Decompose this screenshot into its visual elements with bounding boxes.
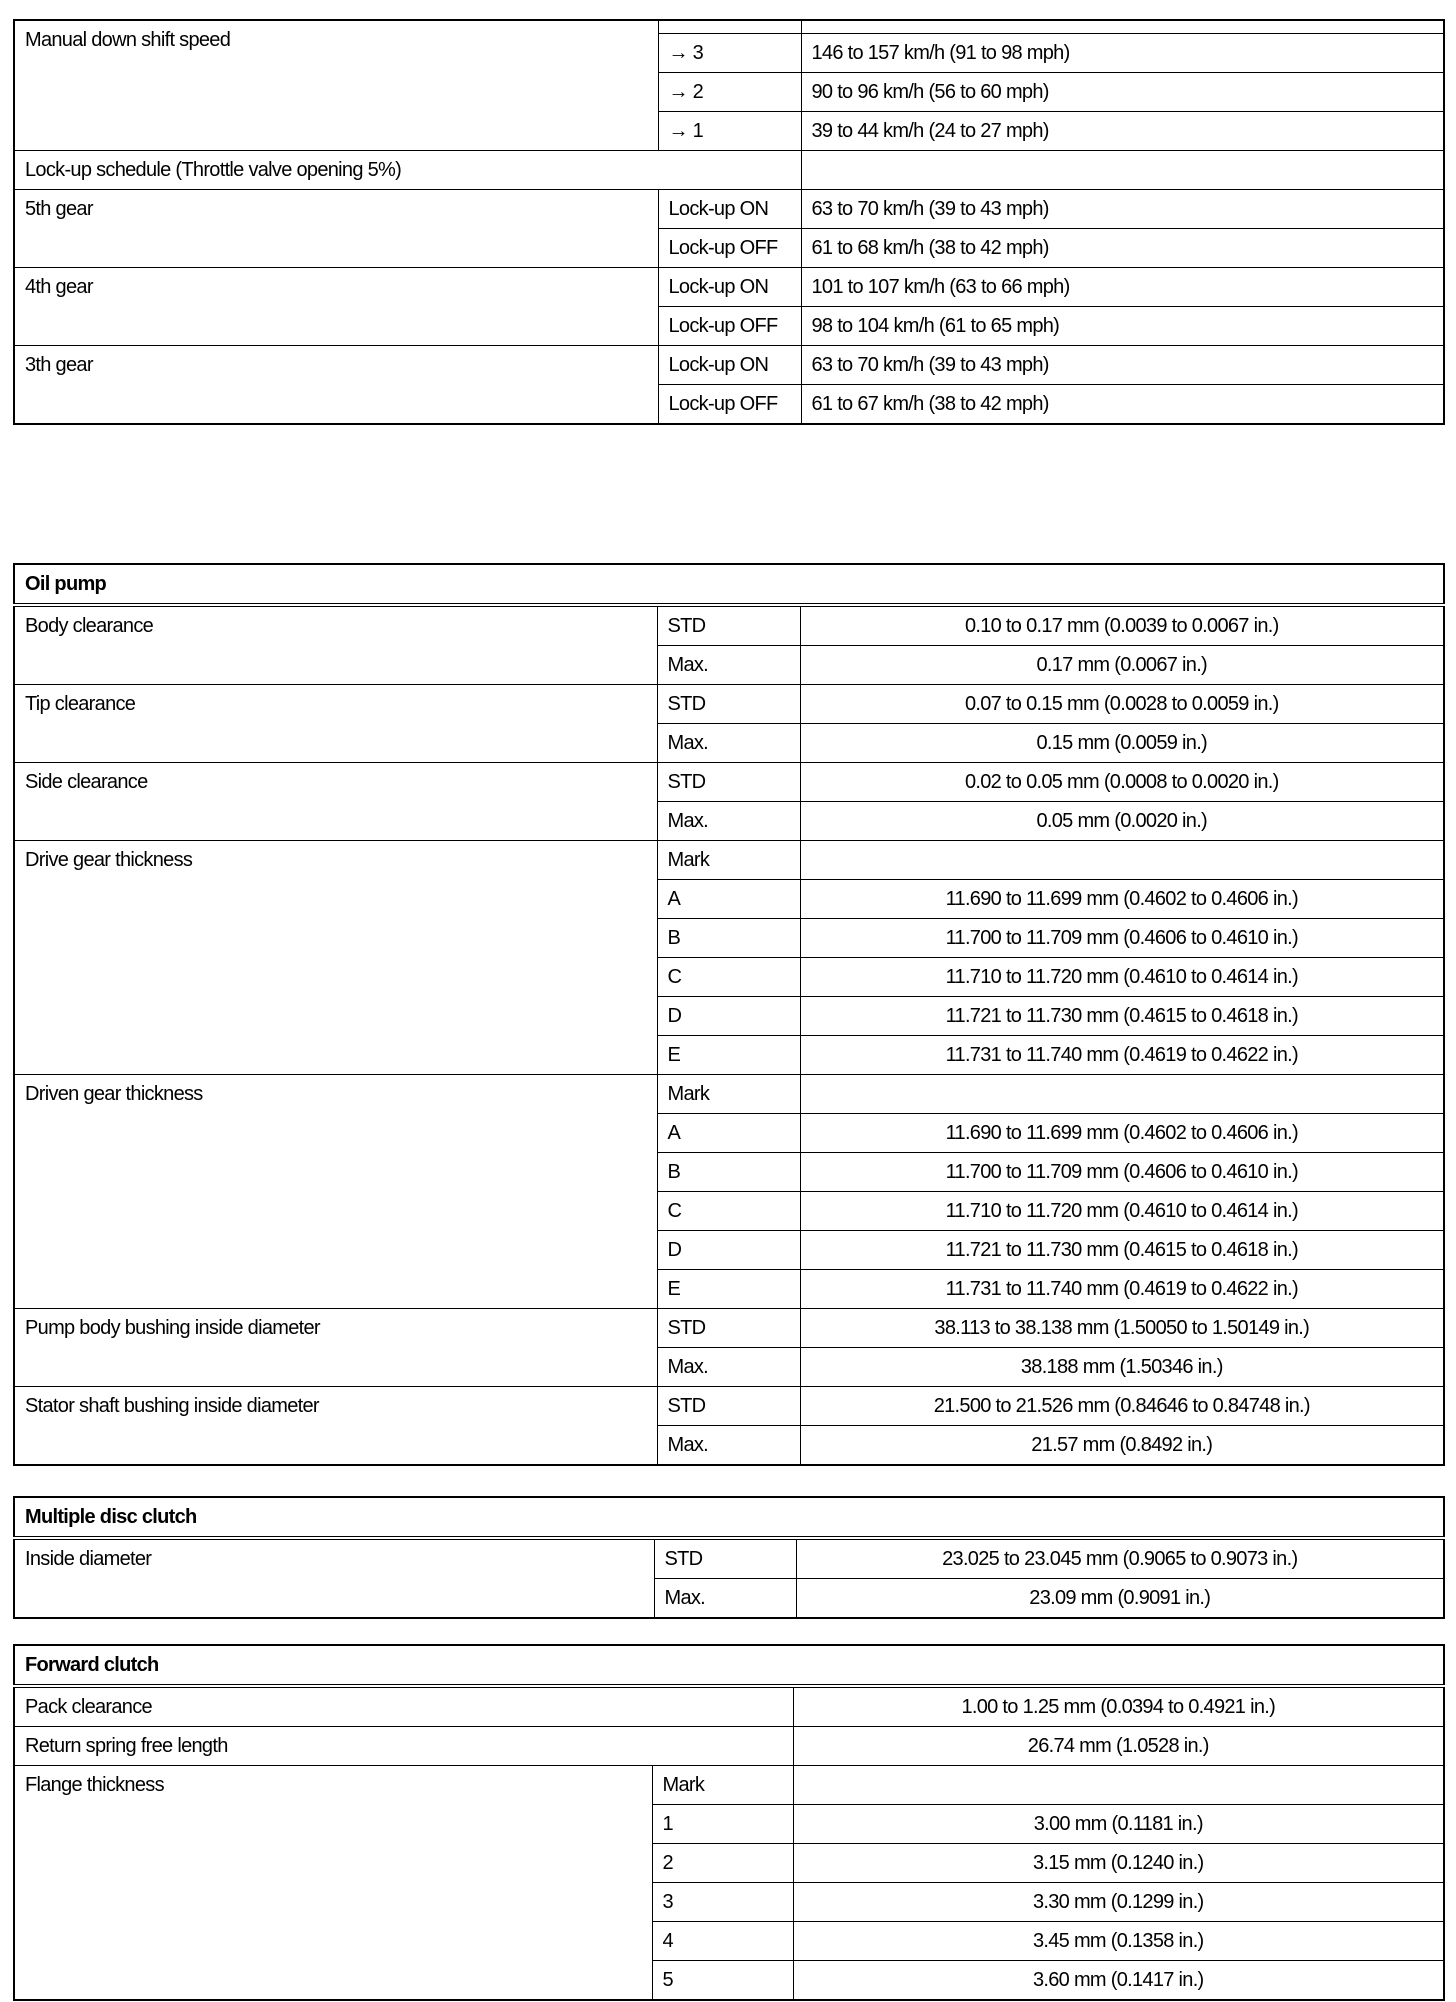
- item-value: 0.17 mm (0.0067 in.): [800, 646, 1444, 685]
- section-title: Oil pump: [14, 564, 1444, 605]
- item-condition: D: [657, 997, 800, 1036]
- table-row: [14, 20, 1444, 34]
- table-row: [14, 268, 1444, 307]
- item-label: Side clearance: [14, 763, 657, 841]
- table-row: [14, 1309, 1444, 1348]
- item-value: 1.00 to 1.25 mm (0.0394 to 0.4921 in.): [793, 1686, 1444, 1727]
- item-value: 21.500 to 21.526 mm (0.84646 to 0.84748 in.): [800, 1387, 1444, 1426]
- item-condition: [658, 20, 801, 34]
- item-condition: D: [657, 1231, 800, 1270]
- item-label: Return spring free length: [14, 1727, 793, 1766]
- item-label: Inside diameter: [14, 1538, 654, 1618]
- item-value: 63 to 70 km/h (39 to 43 mph): [801, 190, 1444, 229]
- table-row: [14, 841, 1444, 880]
- spec-table-multiple-disc-clutch: [13, 1496, 1445, 1619]
- item-condition: B: [657, 1153, 800, 1192]
- item-value: 11.690 to 11.699 mm (0.4602 to 0.4606 in.): [800, 880, 1444, 919]
- item-condition: → 1: [658, 112, 801, 151]
- item-condition: Mark: [657, 841, 800, 880]
- table-row: [14, 1686, 1444, 1727]
- item-condition: Max.: [654, 1579, 796, 1619]
- item-condition: C: [657, 958, 800, 997]
- item-label: 5th gear: [14, 190, 658, 268]
- item-condition: Lock-up ON: [658, 190, 801, 229]
- section-title-row: [14, 1497, 1444, 1538]
- item-value: 21.57 mm (0.8492 in.): [800, 1426, 1444, 1466]
- table-row: [14, 685, 1444, 724]
- item-label: 3th gear: [14, 346, 658, 425]
- item-value: 0.10 to 0.17 mm (0.0039 to 0.0067 in.): [800, 605, 1444, 646]
- item-condition: Lock-up ON: [658, 268, 801, 307]
- item-condition: Lock-up OFF: [658, 385, 801, 425]
- item-value: 11.731 to 11.740 mm (0.4619 to 0.4622 in.): [800, 1270, 1444, 1309]
- spec-table-forward-clutch: [13, 1644, 1445, 2001]
- item-value: [800, 841, 1444, 880]
- item-value: 63 to 70 km/h (39 to 43 mph): [801, 346, 1444, 385]
- item-condition: 4: [652, 1922, 793, 1961]
- item-value: 11.710 to 11.720 mm (0.4610 to 0.4614 in.): [800, 1192, 1444, 1231]
- item-condition: Max.: [657, 802, 800, 841]
- item-condition: A: [657, 1114, 800, 1153]
- item-value: 11.731 to 11.740 mm (0.4619 to 0.4622 in.): [800, 1036, 1444, 1075]
- item-label: Manual down shift speed: [14, 20, 658, 151]
- item-value: 23.09 mm (0.9091 in.): [796, 1579, 1444, 1619]
- table-row: [14, 605, 1444, 646]
- item-condition: STD: [657, 605, 800, 646]
- item-value: 61 to 68 km/h (38 to 42 mph): [801, 229, 1444, 268]
- item-value: 0.07 to 0.15 mm (0.0028 to 0.0059 in.): [800, 685, 1444, 724]
- item-condition: STD: [657, 1309, 800, 1348]
- item-label: Pump body bushing inside diameter: [14, 1309, 657, 1387]
- table-row: [14, 1766, 1444, 1805]
- item-value: 39 to 44 km/h (24 to 27 mph): [801, 112, 1444, 151]
- table-row: [14, 763, 1444, 802]
- spec-table-oil-pump: [13, 563, 1445, 1466]
- item-value: [801, 151, 1444, 190]
- item-value: 11.710 to 11.720 mm (0.4610 to 0.4614 in.): [800, 958, 1444, 997]
- section-title-row: [14, 564, 1444, 605]
- item-label: 4th gear: [14, 268, 658, 346]
- item-value: 11.721 to 11.730 mm (0.4615 to 0.4618 in.): [800, 1231, 1444, 1270]
- item-value: 98 to 104 km/h (61 to 65 mph): [801, 307, 1444, 346]
- section-title-row: [14, 1645, 1444, 1686]
- item-condition: → 3: [658, 34, 801, 73]
- spec-table-manual-downshift-lockup: [13, 19, 1445, 425]
- item-value: 23.025 to 23.045 mm (0.9065 to 0.9073 in.): [796, 1538, 1444, 1579]
- item-label: Drive gear thickness: [14, 841, 657, 1075]
- item-label: Pack clearance: [14, 1686, 793, 1727]
- item-condition: A: [657, 880, 800, 919]
- item-label: Flange thickness: [14, 1766, 652, 2001]
- item-value: 61 to 67 km/h (38 to 42 mph): [801, 385, 1444, 425]
- table-row: [14, 1387, 1444, 1426]
- item-condition: Max.: [657, 1348, 800, 1387]
- item-label: Body clearance: [14, 605, 657, 685]
- item-value: 3.45 mm (0.1358 in.): [793, 1922, 1444, 1961]
- item-condition: C: [657, 1192, 800, 1231]
- item-value: 11.700 to 11.709 mm (0.4606 to 0.4610 in.): [800, 1153, 1444, 1192]
- item-condition: Max.: [657, 724, 800, 763]
- item-condition: Mark: [657, 1075, 800, 1114]
- item-condition: E: [657, 1270, 800, 1309]
- item-condition: Lock-up OFF: [658, 307, 801, 346]
- item-value: 146 to 157 km/h (91 to 98 mph): [801, 34, 1444, 73]
- section-title: Forward clutch: [14, 1645, 1444, 1686]
- section-title: Multiple disc clutch: [14, 1497, 1444, 1538]
- item-condition: 5: [652, 1961, 793, 2001]
- item-value: 0.02 to 0.05 mm (0.0008 to 0.0020 in.): [800, 763, 1444, 802]
- item-value: 11.721 to 11.730 mm (0.4615 to 0.4618 in.): [800, 997, 1444, 1036]
- item-condition: E: [657, 1036, 800, 1075]
- item-condition: Lock-up OFF: [658, 229, 801, 268]
- table-row: [14, 151, 1444, 190]
- item-condition: STD: [654, 1538, 796, 1579]
- item-value: 0.15 mm (0.0059 in.): [800, 724, 1444, 763]
- item-value: [800, 1075, 1444, 1114]
- item-value: 101 to 107 km/h (63 to 66 mph): [801, 268, 1444, 307]
- item-label: Driven gear thickness: [14, 1075, 657, 1309]
- item-value: 38.188 mm (1.50346 in.): [800, 1348, 1444, 1387]
- item-condition: 1: [652, 1805, 793, 1844]
- item-value: 11.700 to 11.709 mm (0.4606 to 0.4610 in.): [800, 919, 1444, 958]
- item-condition: Max.: [657, 1426, 800, 1466]
- table-row: [14, 190, 1444, 229]
- item-value: [801, 20, 1444, 34]
- item-condition: Lock-up ON: [658, 346, 801, 385]
- table-row: [14, 346, 1444, 385]
- table-row: [14, 1727, 1444, 1766]
- item-value: [793, 1766, 1444, 1805]
- item-label: Lock-up schedule (Throttle valve opening 5%): [14, 151, 801, 190]
- item-value: 3.30 mm (0.1299 in.): [793, 1883, 1444, 1922]
- item-condition: → 2: [658, 73, 801, 112]
- table-row: [14, 1538, 1444, 1579]
- item-condition: STD: [657, 685, 800, 724]
- item-condition: STD: [657, 1387, 800, 1426]
- item-condition: Max.: [657, 646, 800, 685]
- item-condition: Mark: [652, 1766, 793, 1805]
- item-value: 0.05 mm (0.0020 in.): [800, 802, 1444, 841]
- table-row: [14, 1075, 1444, 1114]
- item-condition: B: [657, 919, 800, 958]
- item-label: Tip clearance: [14, 685, 657, 763]
- item-condition: 3: [652, 1883, 793, 1922]
- item-label: Stator shaft bushing inside diameter: [14, 1387, 657, 1466]
- item-value: 26.74 mm (1.0528 in.): [793, 1727, 1444, 1766]
- item-value: 11.690 to 11.699 mm (0.4602 to 0.4606 in.): [800, 1114, 1444, 1153]
- item-value: 3.15 mm (0.1240 in.): [793, 1844, 1444, 1883]
- item-value: 3.60 mm (0.1417 in.): [793, 1961, 1444, 2001]
- item-condition: STD: [657, 763, 800, 802]
- item-condition: 2: [652, 1844, 793, 1883]
- item-value: 90 to 96 km/h (56 to 60 mph): [801, 73, 1444, 112]
- item-value: 38.113 to 38.138 mm (1.50050 to 1.50149 in.): [800, 1309, 1444, 1348]
- item-value: 3.00 mm (0.1181 in.): [793, 1805, 1444, 1844]
